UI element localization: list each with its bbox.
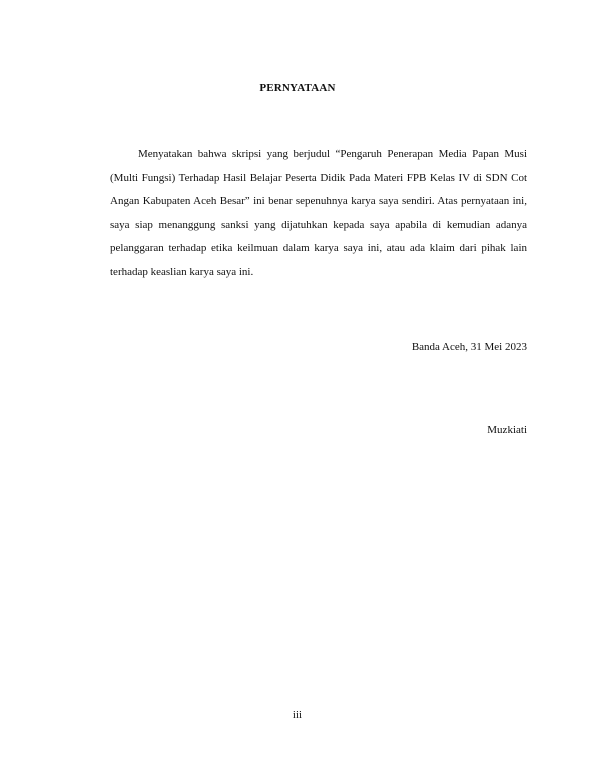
page-title: PERNYATAAN xyxy=(259,82,336,94)
signer-name: Muzkiati xyxy=(487,424,527,436)
place-date: Banda Aceh, 31 Mei 2023 xyxy=(411,341,527,353)
statement-paragraph: Menyatakan bahwa skripsi yang berjudul “Pengaruh Penerapan Media Papan Musi (Multi Fungsi) Terhadap Hasil Belajar Peserta Didik Pada Materi FPB Kelas IV di SDN Cot Angan Kabupaten Aceh Besar” ini benar sepenuhnya karya saya sendiri. Atas pernyataan ini, saya siap menanggung sanksi yang dijatuhkan kepada saya apabila di kemudian adanya pelanggaran terhadap etika keilmuan dalam karya saya ini, atau ada klaim dari pihak lain terhadap keaslian karya saya ini. xyxy=(110,148,527,278)
page-number: iii xyxy=(292,709,303,721)
